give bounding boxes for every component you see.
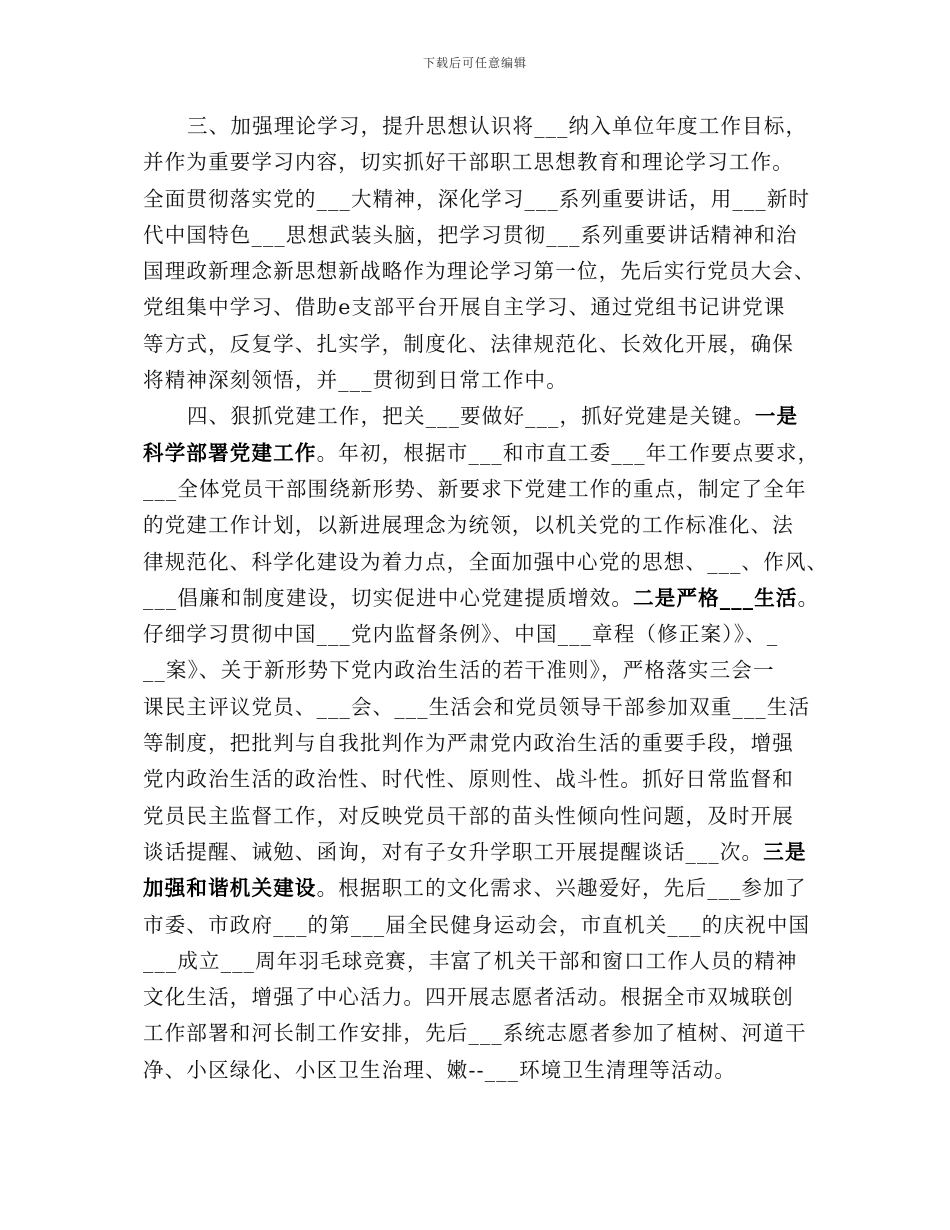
text-line: 市委、市政府___的第___届全民健身运动会，市直机关___的庆祝中国 xyxy=(143,912,811,937)
bold-heading: 科学部署党建工作 xyxy=(143,440,317,465)
bold-heading: 加强和谐机关建设 xyxy=(143,876,317,901)
text-line xyxy=(143,870,811,906)
text-line: 党内政治生活的政治性、时代性、原则性、战斗性。抓好日常监督和 xyxy=(143,767,794,792)
text-run: 谈话提醒、诫勉、函询，对有子女升学职工开展提醒谈话___次。 xyxy=(143,839,764,864)
text-line: 仔细学习贯彻中国___党内监督条例》、中国___章程（修正案）》、_ xyxy=(143,622,779,647)
document-body xyxy=(143,108,829,1088)
text-line: 党员民主监督工作，对反映党员干部的苗头性倾向性问题，及时开展 xyxy=(143,803,794,828)
page-header: 下载后可任意编辑 xyxy=(422,56,527,70)
bold-heading: 一是 xyxy=(754,404,799,429)
text-line: 等制度，把批判与自我批判作为严肃党内政治生活的重要手段，增强 xyxy=(143,731,794,756)
text-run: ___倡廉和制度建设，切实促进中心党建提质增效。 xyxy=(143,585,634,610)
text-line: 党组集中学习、借助e支部平台开展自主学习、通过党组书记讲党课 xyxy=(143,295,786,320)
text-line: 净、小区绿化、小区卫生治理、嫩--___环境卫生清理等活动。 xyxy=(143,1057,737,1082)
text-line xyxy=(143,834,811,870)
text-line xyxy=(143,435,820,471)
text-line: 将精神深刻领悟，并___贯彻到日常工作中。 xyxy=(143,368,568,393)
bold-heading: 三是 xyxy=(763,839,807,864)
text-line: __案》、关于新形势下党内政治生活的若干准则》，严格落实三会一 xyxy=(143,658,775,683)
paragraph-section-4 xyxy=(143,398,829,1088)
text-line: 全面贯彻落实党的___大精神，深化学习___系列重要讲话，用___新时 xyxy=(143,186,811,211)
text-run: 。年初，根据市___和市直工委___年工作要点要求， xyxy=(316,440,820,465)
text-line: 国理政新理念新思想新战略作为理论学习第一位，先后实行党员大会、 xyxy=(143,259,816,284)
text-line: 等方式，反复学、扎实学，制度化、法律规范化、长效化开展，确保 xyxy=(143,331,794,356)
bold-heading: 二是严格___生活 xyxy=(633,585,798,610)
text-line: 并作为重要学习内容，切实抓好干部职工思想教育和理论学习工作。 xyxy=(143,150,794,175)
text-line: ___全体党员干部围绕新形势、新要求下党建工作的重点，制定了全年 xyxy=(143,476,807,501)
text-line: 文化生活，增强了中心活力。四开展志愿者活动。根据全市双城联创 xyxy=(143,985,794,1010)
text-line xyxy=(143,398,811,434)
text-run: 四、狠抓党建工作，把关___要做好___，抓好党建是关键。 xyxy=(187,404,755,429)
text-line: 三、加强理论学习，提升思想认识将___纳入单位年度工作目标， xyxy=(187,114,808,138)
text-line xyxy=(143,580,820,616)
text-line: ___成立___周年羽毛球竞赛，丰富了机关干部和窗口工作人员的精神 xyxy=(143,948,798,973)
text-line: 代中国特色___思想武装头脑，把学习贯彻___系列重要讲话精神和治 xyxy=(143,222,798,247)
text-run: 。 xyxy=(797,585,820,610)
text-line: 工作部署和河长制工作安排，先后___系统志愿者参加了植树、河道干 xyxy=(143,1021,807,1046)
text-line: 课民主评议党员、___会、___生活会和党员领导干部参加双重___生活 xyxy=(143,694,811,719)
text-line: 的党建工作计划，以新进展理念为统领，以机关党的工作标准化、法 xyxy=(143,513,794,538)
text-line: 律规范化、科学化建设为着力点，全面加强中心党的思想、___、作风、 xyxy=(143,549,829,574)
paragraph-section-3 xyxy=(143,108,816,398)
text-run: 。根据职工的文化需求、兴趣爱好，先后___参加了 xyxy=(316,876,807,901)
